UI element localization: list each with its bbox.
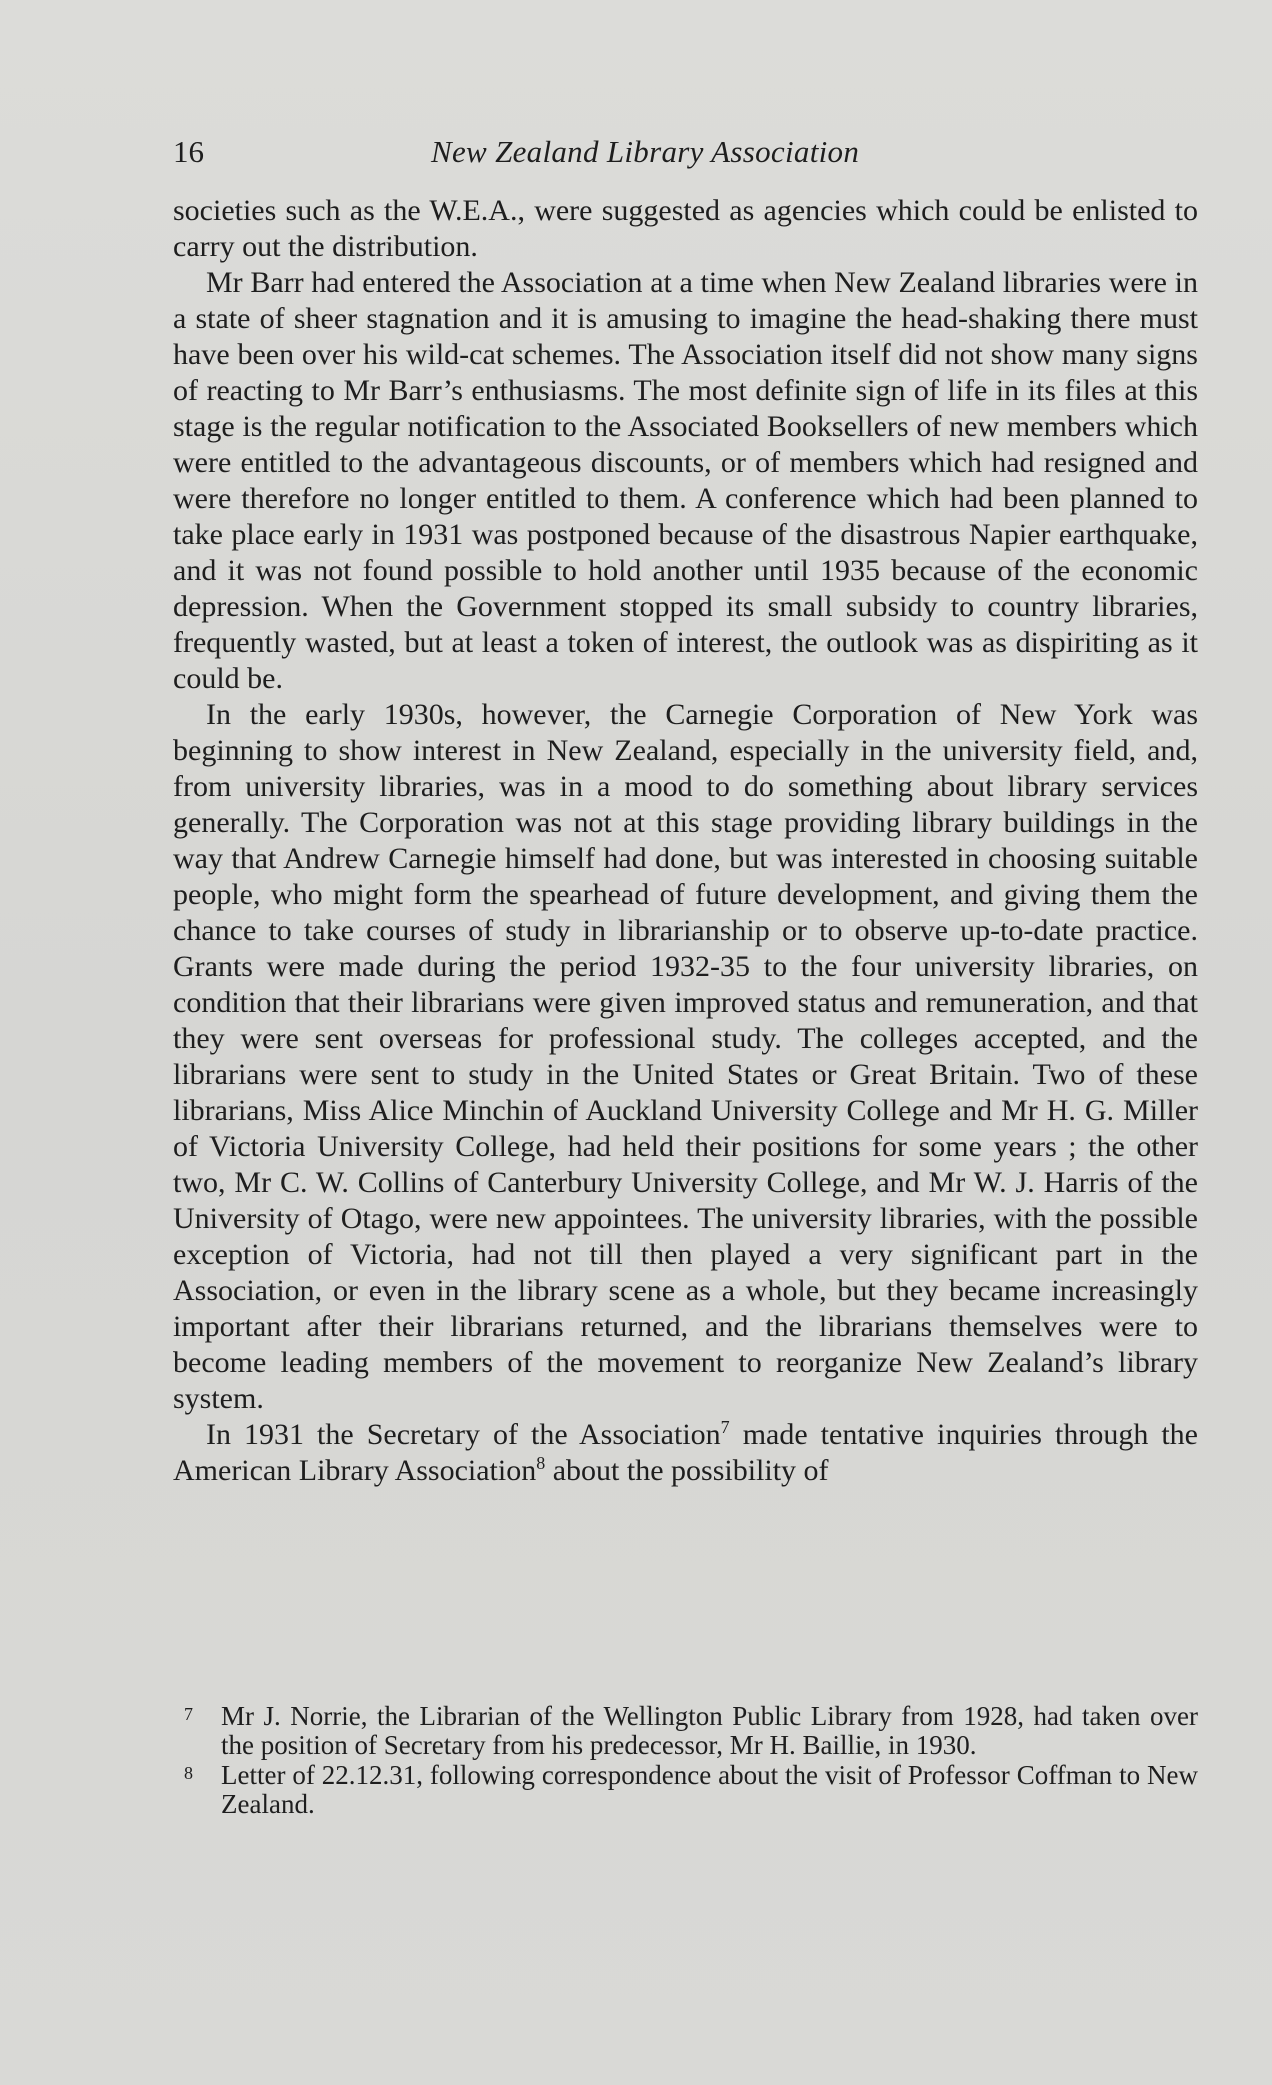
footnote-text: Mr J. Norrie, the Librarian of the Wellington Public Library from 1928, had taken over the position of Secretary from his predecessor, Mr H. Baillie, in 1930. [221, 1701, 1198, 1760]
footnote-mark: 8 [184, 1763, 193, 1783]
footnote-mark: 7 [184, 1704, 193, 1724]
page-number: 16 [173, 134, 204, 169]
paragraph-continued: societies such as the W.E.A., were suggested as agencies which could be enlisted to carry out the distribution. [173, 194, 1198, 263]
footnotes [173, 1702, 1198, 1820]
footnote [173, 1761, 1198, 1819]
footnote-ref: 7 [720, 1417, 730, 1437]
text-run: made tentative inquiries through the American Library Association [173, 1418, 1198, 1487]
footnote [173, 1702, 1198, 1760]
paragraph: In the early 1930s, however, the Carnegie Corporation of New York was beginning to show interest in New Zealand, especially in the university field, and, from university libraries, was in a mood to do something about library services generally. The Corporation was not at this stage providing library buildings in the way that Andrew Carnegie himself had done, but was interested in choosing suitable people, who might form the spearhead of future development, and giving them the chance to take courses of study in librarianship or to observe up-to-date practice. Grants were made during the period 1932-35 to the four university libraries, on condition that their librarians were given improved status and remuneration, and that they were sent overseas for professional study. The colleges accepted, and the librarians were sent to study in the United States or Great Britain. Two of these librarians, Miss Alice Minchin of Auckland University College and Mr H. G. Miller of Victoria University College, had held their positions for some years ; the other two, Mr C. W. Collins of Canterbury University College, and Mr W. J. Harris of the University of Otago, were new appointees. The university libraries, with the possible exception of Victoria, had not till then played a very significant part in the Association, or even in the library scene as a whole, but they became increasingly important after their librarians returned, and the librarians themselves were to become leading members of the movement to reorganize New Zealand’s library system. [173, 698, 1198, 1415]
page-header [173, 130, 1200, 174]
running-title: New Zealand Library Association [431, 134, 860, 169]
footnote-ref: 8 [536, 1453, 546, 1473]
body-text [173, 193, 1198, 1489]
footnote-text: Letter of 22.12.31, following correspondence about the visit of Professor Coffman to New Zealand. [221, 1760, 1198, 1819]
paragraph: Mr Barr had entered the Association at a time when New Zealand libraries were in a state of sheer stagnation and it is amusing to imagine the head-shaking there must have been over his wild-cat schemes. The Association itself did not show many signs of reacting to Mr Barr’s enthusiasms. The most definite sign of life in its files at this stage is the regular notification to the Associated Booksellers of new members which were entitled to the advantageous discounts, or of members which had resigned and were therefore no longer entitled to them. A conference which had been planned to take place early in 1931 was postponed because of the disastrous Napier earthquake, and it was not found possible to hold another until 1935 because of the economic depression. When the Government stopped its small subsidy to country libraries, frequently wasted, but at least a token of interest, the outlook was as dispiriting as it could be. [173, 266, 1198, 695]
text-run: about the possibility of [545, 1454, 829, 1487]
paragraph-last [173, 1417, 1198, 1489]
text-run: In 1931 the Secretary of the Association [206, 1418, 721, 1451]
